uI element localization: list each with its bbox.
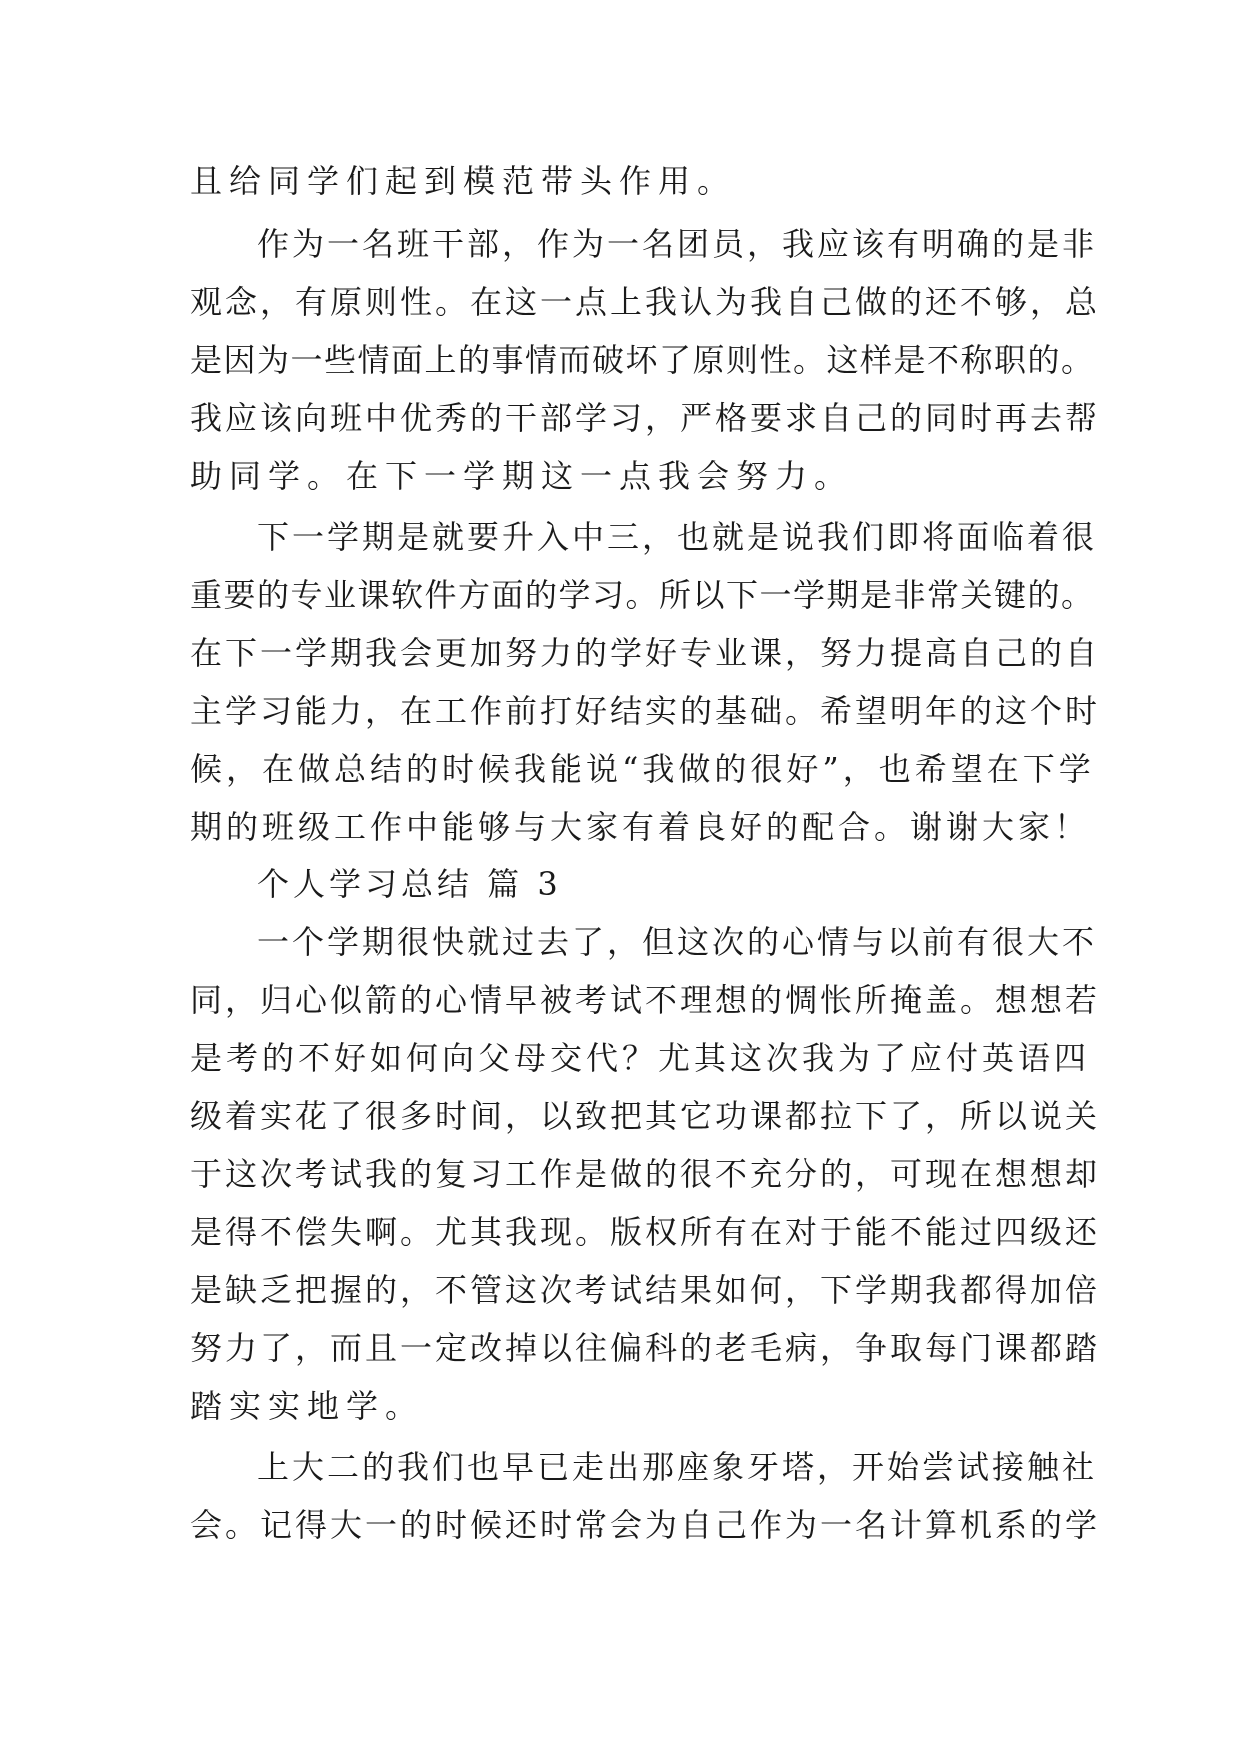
text-line: 助同学。在下一学期这一点我会努力。 (190, 457, 854, 495)
text-line: 主学习能力，在工作前打好结实的基础。希望明年的这个时 (190, 692, 1101, 730)
text-line: 同，归心似箭的心情早被考试不理想的惆怅所掩盖。想想若 (190, 981, 1101, 1019)
section-heading: 个人学习总结 篇 3 (257, 865, 562, 903)
text-line: 级着实花了很多时间，以致把其它功课都拉下了，所以说关 (190, 1097, 1101, 1135)
text-line: 期的班级工作中能够与大家有着良好的配合。谢谢大家！ (190, 808, 1091, 846)
text-line: 是考的不好如何向父母交代？尤其这次我为了应付英语四 (190, 1039, 1091, 1077)
text-line: 在下一学期我会更加努力的学好专业课，努力提高自己的自 (190, 634, 1101, 672)
text-line: 于这次考试我的复习工作是做的很不充分的，可现在想想却 (190, 1155, 1101, 1193)
text-line: 候，在做总结的时候我能说“我做的很好”，也希望在下学 (190, 750, 1095, 788)
text-line: 重要的专业课软件方面的学习。所以下一学期是非常关键的。 (190, 576, 1095, 614)
text-line: 踏实实地学。 (190, 1387, 425, 1425)
text-line: 是缺乏把握的，不管这次考试结果如何，下学期我都得加倍 (190, 1271, 1101, 1309)
text-line: 是因为一些情面上的事情而破坏了原则性。这样是不称职的。 (190, 341, 1095, 379)
paragraph-first-line: 作为一名班干部，作为一名团员，我应该有明确的是非 (257, 225, 1098, 263)
text-line: 努力了，而且一定改掉以往偏科的老毛病，争取每门课都踏 (190, 1329, 1101, 1367)
paragraph-first-line: 上大二的我们也早已走出那座象牙塔，开始尝试接触社 (257, 1448, 1098, 1486)
text-line: 我应该向班中优秀的干部学习，严格要求自己的同时再去帮 (190, 399, 1101, 437)
paragraph-first-line: 下一学期是就要升入中三，也就是说我们即将面临着很 (257, 518, 1098, 556)
text-line: 且给同学们起到模范带头作用。 (190, 162, 737, 200)
text-line: 会。记得大一的时候还时常会为自己作为一名计算机系的学 (190, 1506, 1101, 1544)
paragraph-first-line: 一个学期很快就过去了，但这次的心情与以前有很大不 (257, 923, 1098, 961)
text-line: 观念，有原则性。在这一点上我认为我自己做的还不够，总 (190, 283, 1101, 321)
text-line: 是得不偿失啊。尤其我现。版权所有在对于能不能过四级还 (190, 1213, 1101, 1251)
